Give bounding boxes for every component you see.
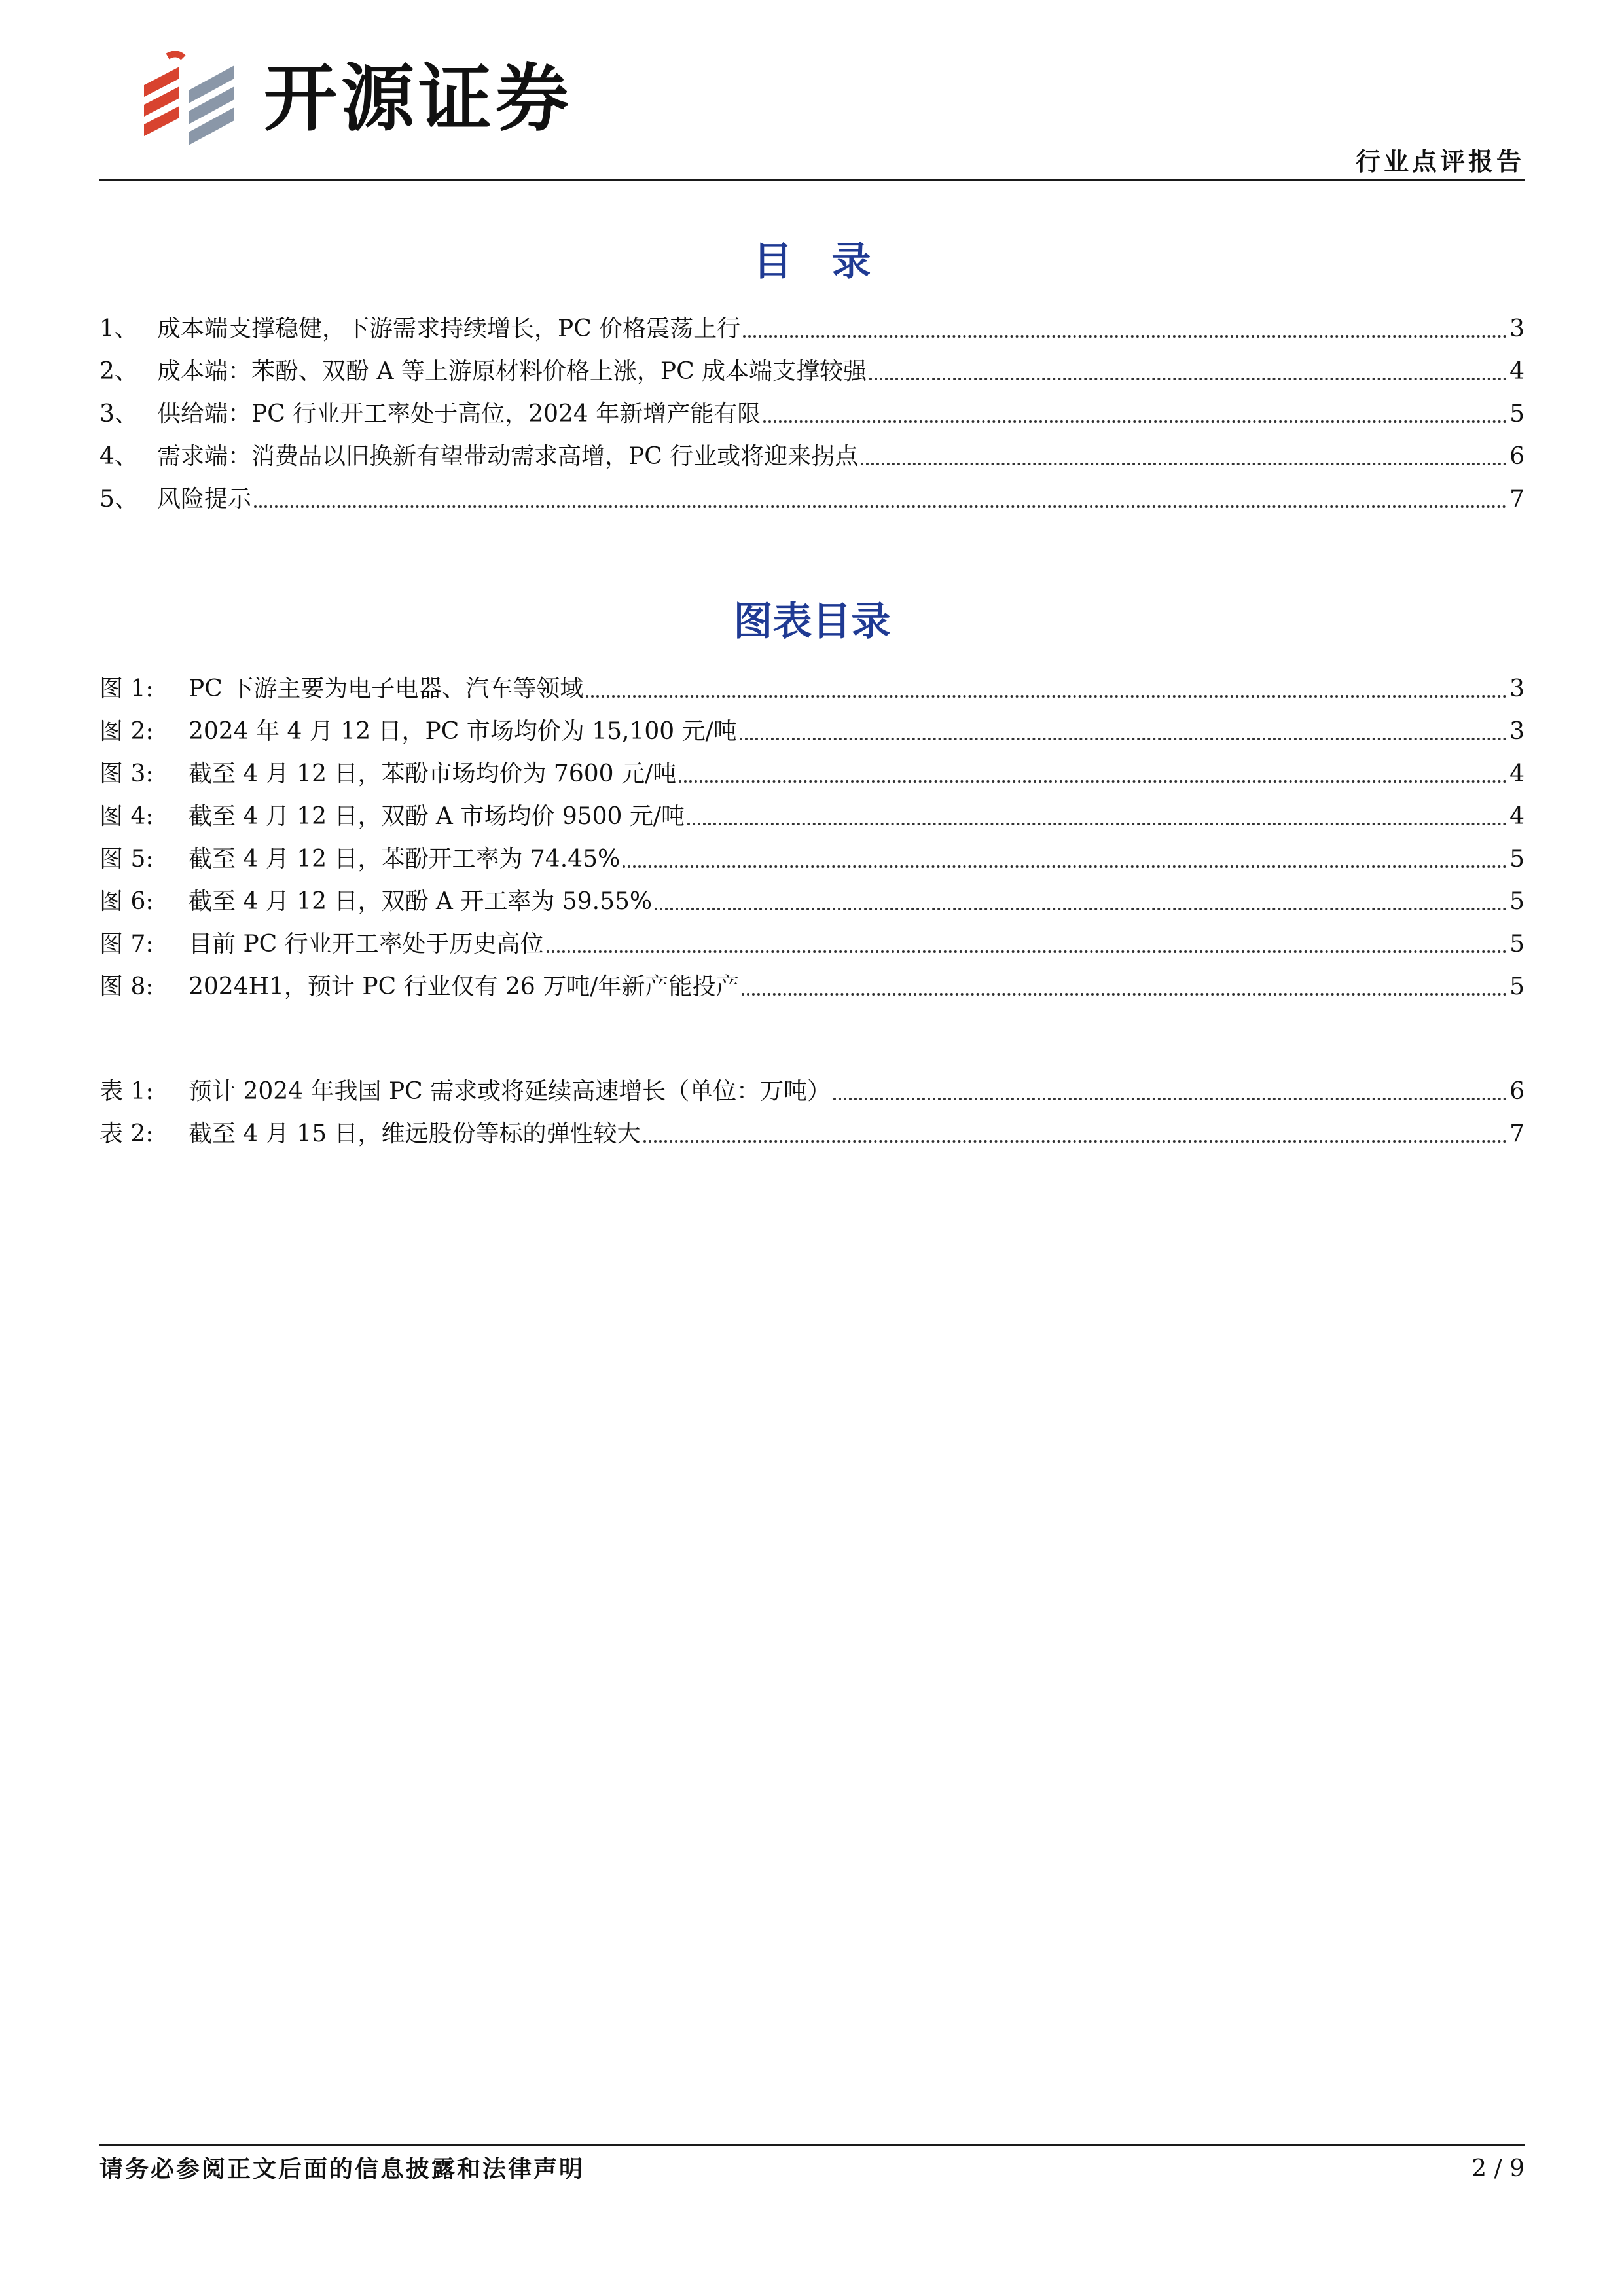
dot-leader — [655, 908, 1507, 910]
figure-caption: PC 下游主要为电子电器、汽车等领域 — [189, 675, 584, 702]
figure-caption: 截至 4 月 12 日，双酚 A 市场均价 9500 元/吨 — [189, 803, 685, 830]
tables-list — [99, 1064, 1525, 1149]
dot-leader — [763, 420, 1507, 423]
contents-item-title: 风险提示 — [157, 486, 252, 512]
contents-item-title: 成本端：苯酚、双酚 A 等上游原材料价格上涨，PC 成本端支撑较强 — [157, 358, 867, 385]
dot-leader — [679, 780, 1507, 783]
table-entry[interactable] — [99, 1106, 1525, 1149]
table-entry[interactable] — [99, 1064, 1525, 1106]
figure-page: 4 — [1509, 761, 1525, 787]
dot-leader — [687, 823, 1507, 825]
figure-caption: 2024 年 4 月 12 日，PC 市场均价为 15,100 元/吨 — [189, 718, 737, 745]
figure-entry[interactable] — [99, 746, 1525, 789]
contents-item-number: 3、 — [99, 401, 138, 427]
footer-divider — [99, 2144, 1525, 2146]
dot-leader — [586, 695, 1507, 698]
figure-page: 5 — [1509, 973, 1525, 1000]
contents-item-page: 4 — [1509, 358, 1525, 385]
table-caption: 截至 4 月 15 日，维远股份等标的弹性较大 — [189, 1121, 641, 1147]
figure-page: 3 — [1509, 675, 1525, 702]
table-page: 7 — [1509, 1121, 1525, 1147]
dot-leader — [861, 463, 1507, 465]
table-caption: 预计 2024 年我国 PC 需求或将延续高速增长（单位：万吨） — [189, 1078, 831, 1105]
contents-item[interactable] — [99, 471, 1525, 514]
contents-item[interactable] — [99, 429, 1525, 471]
figure-number: 图 4: — [99, 803, 154, 830]
figure-entry[interactable] — [99, 916, 1525, 959]
figure-entry[interactable] — [99, 831, 1525, 874]
contents-item[interactable] — [99, 386, 1525, 429]
brand-name: 开源证券 — [264, 56, 573, 141]
contents-item-page: 6 — [1509, 443, 1525, 470]
dot-leader — [869, 378, 1507, 380]
contents-item-page: 5 — [1509, 401, 1525, 427]
figure-caption: 截至 4 月 12 日，双酚 A 开工率为 59.55% — [189, 888, 653, 915]
header-divider — [99, 179, 1525, 181]
figures-title: 图表目录 — [733, 599, 891, 645]
figure-page: 4 — [1509, 803, 1525, 830]
contents-item-title: 成本端支撑稳健，下游需求持续增长，PC 价格震荡上行 — [157, 315, 741, 342]
report-type: 行业点评报告 — [1355, 147, 1525, 176]
figure-entry[interactable] — [99, 661, 1525, 704]
figure-number: 图 5: — [99, 846, 154, 872]
dot-leader — [740, 738, 1507, 740]
contents-item-number: 1、 — [99, 315, 138, 342]
figure-caption: 2024H1，预计 PC 行业仅有 26 万吨/年新产能投产 — [189, 973, 740, 1000]
table-page: 6 — [1509, 1078, 1525, 1105]
legal-disclaimer: 请务必参阅正文后面的信息披露和法律声明 — [99, 2155, 585, 2183]
contents-item-number: 5、 — [99, 486, 138, 512]
figure-page: 5 — [1509, 846, 1525, 872]
page-number: 2 / 9 — [1471, 2155, 1525, 2182]
figure-number: 图 7: — [99, 931, 154, 958]
table-number: 表 2: — [99, 1121, 154, 1147]
figure-entry[interactable] — [99, 874, 1525, 916]
contents-item[interactable] — [99, 301, 1525, 344]
contents-item-number: 2、 — [99, 358, 138, 385]
figure-caption: 目前 PC 行业开工率处于历史高位 — [189, 931, 544, 958]
dot-leader — [254, 505, 1507, 508]
figure-number: 图 3: — [99, 761, 154, 787]
figure-number: 图 2: — [99, 718, 154, 745]
dot-leader — [623, 865, 1507, 868]
dot-leader — [742, 993, 1507, 996]
figure-entry[interactable] — [99, 959, 1525, 1001]
figure-caption: 截至 4 月 12 日，苯酚开工率为 74.45% — [189, 846, 621, 872]
dot-leader — [743, 335, 1507, 338]
contents-list — [99, 301, 1525, 514]
logo-mark-icon — [136, 51, 261, 149]
contents-item-page: 7 — [1509, 486, 1525, 512]
contents-item-title: 需求端：消费品以旧换新有望带动需求高增，PC 行业或将迎来拐点 — [157, 443, 859, 470]
figure-entry[interactable] — [99, 789, 1525, 831]
figures-list — [99, 661, 1525, 1001]
figure-number: 图 1: — [99, 675, 154, 702]
contents-item-number: 4、 — [99, 443, 138, 470]
figure-number: 图 8: — [99, 973, 154, 1000]
figure-caption: 截至 4 月 12 日，苯酚市场均价为 7600 元/吨 — [189, 761, 677, 787]
figure-page: 5 — [1509, 888, 1525, 915]
table-number: 表 1: — [99, 1078, 154, 1105]
contents-title: 目 录 — [753, 239, 871, 285]
figure-page: 3 — [1509, 718, 1525, 745]
dot-leader — [643, 1140, 1507, 1143]
figure-page: 5 — [1509, 931, 1525, 958]
figure-entry[interactable] — [99, 704, 1525, 746]
contents-item-title: 供给端：PC 行业开工率处于高位，2024 年新增产能有限 — [157, 401, 761, 427]
company-logo — [136, 51, 607, 149]
figure-number: 图 6: — [99, 888, 154, 915]
dot-leader — [833, 1098, 1507, 1100]
contents-item[interactable] — [99, 344, 1525, 386]
contents-item-page: 3 — [1509, 315, 1525, 342]
dot-leader — [547, 950, 1507, 953]
